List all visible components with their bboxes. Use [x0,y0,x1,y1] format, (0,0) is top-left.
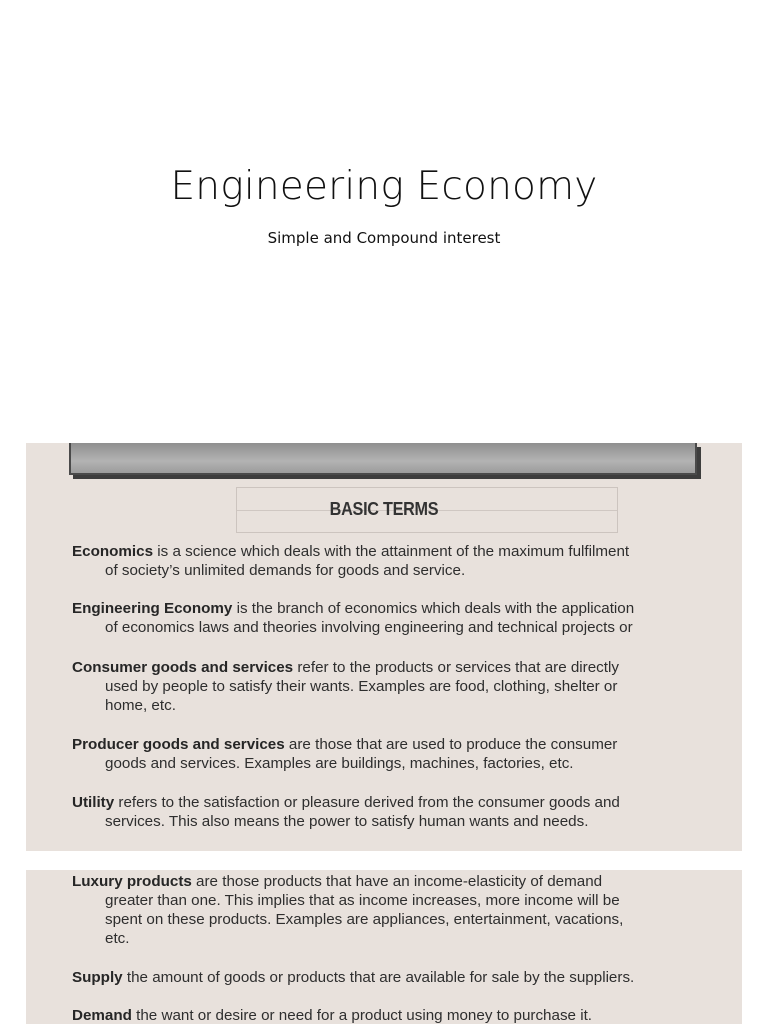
term-name: Supply [72,969,123,986]
term-demand [72,1006,712,1024]
term-text: used by people to satisfy their wants. Examples are food, clothing, shelter or [105,678,618,695]
term-text: etc. [105,930,130,947]
term-name: Economics [72,543,154,560]
term-name: Consumer goods and services [72,659,294,676]
term-text: greater than one. This implies that as income increases, more income will be [105,892,620,909]
term-text: of society’s unlimited demands for goods and service. [105,562,466,579]
term-text: services. This also means the power to satisfy human wants and needs. [105,813,589,830]
term-name: Demand [72,1007,132,1024]
slide-title: Engineering Economy [170,164,598,209]
term-name: Utility [72,794,115,811]
term-consumer-goods [72,658,712,715]
term-text: are those products that have an income-elasticity of demand [191,873,603,890]
term-text: goods and services. Examples are buildings, machines, factories, etc. [105,755,574,772]
slide-subtitle: Simple and Compound interest [267,229,501,247]
term-name: Engineering Economy [72,600,233,617]
term-text: refer to the products or services that are directly [293,659,619,676]
term-economics [72,542,712,580]
term-supply [72,968,712,987]
term-text: the want or desire or need for a product using money to purchase it. [131,1007,593,1024]
term-name: Producer goods and services [72,736,285,753]
term-text: home, etc. [105,697,176,714]
term-text: of economics laws and theories involving engineering and technical projects or [105,619,633,636]
term-producer-goods [72,735,712,773]
term-utility [72,793,712,831]
term-text: is the branch of economics which deals with the application [232,600,635,617]
scanned-heading: BASIC TERMS [329,499,439,519]
term-name: Luxury products [72,873,192,890]
scanned-page-excerpt-top [26,443,742,851]
term-engineering-economy [72,599,712,637]
term-text: is a science which deals with the attainment of the maximum fulfilment [153,543,630,560]
term-luxury-products [72,872,712,948]
term-text: spent on these products. Examples are appliances, entertainment, vacations, [105,911,624,928]
term-text: the amount of goods or products that are available for sale by the suppliers. [122,969,635,986]
scanned-header-bar [69,443,697,475]
term-text: refers to the satisfaction or pleasure derived from the consumer goods and [114,794,620,811]
term-text: are those that are used to produce the consumer [284,736,618,753]
scanned-page-excerpt-bottom [26,870,742,1024]
